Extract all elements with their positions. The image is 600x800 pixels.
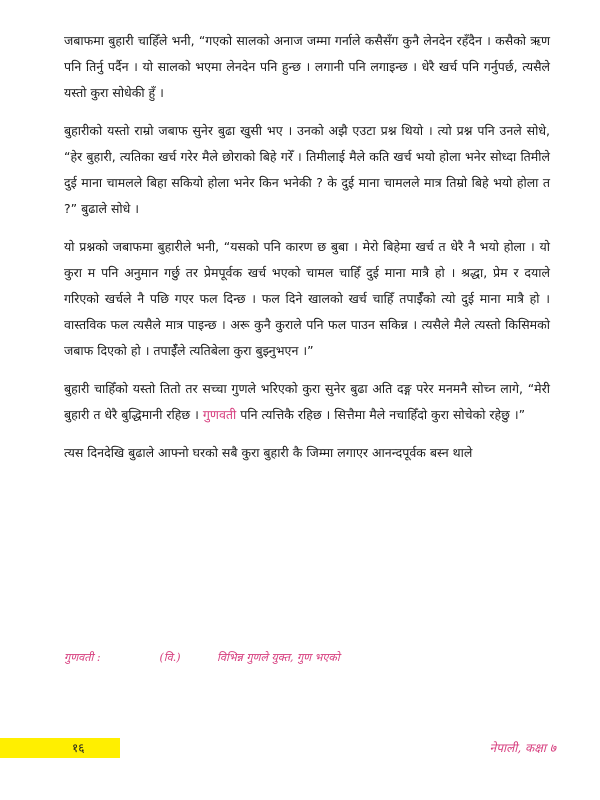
glossary-part-of-speech: (वि.) — [159, 651, 181, 664]
footer-highlight-bar — [0, 738, 120, 758]
glossary-term: गुणवती : — [64, 651, 101, 664]
footer-book-label: नेपाली, कक्षा ७ — [489, 741, 556, 755]
paragraph-3: यो प्रश्नको जबाफमा बुहारीले भनी, “यसको पनि कारण छ बुबा । मेरो बिहेमा खर्च त धेरै नै भयो होला । यो कुरा म पनि अनुमान गर्छु तर प्रेमपूर्वक खर्च भएको चामल चाहिँ दुई माना मात्रै हो । श्रद्धा, प्रेम र दयाले गरिएको खर्चले नै पछि गएर फल दिन्छ । फल दिने खालको खर्च चाहिँ तपाईँको त्यो दुई माना मात्रै हो । वास्तविक फल त्यसैले मात्र पाइन्छ । अरू कुनै कुराले पनि फल पाउन सकिन्न । त्यसैले मैले त्यस्तो किसिमको जबाफ दिएको हो । तपाईँले त्यतिबेला कुरा बुझ्नुभएन ।” — [64, 239, 550, 358]
paragraph-4-text-before: बुहारी चाहिँको यस्तो तितो तर सच्चा गुणले भरिएको कुरा सुनेर बुढा अति दङ्ग परेर मनमनै सोच्न लागे, “मेरी बुहारी त धेरै बुद्धिमानी रहिछ । — [64, 381, 550, 422]
paragraph-1: जबाफमा बुहारी चाहिँले भनी, “गएको सालको अनाज जम्मा गर्नाले कसैसँग कुनै लेनदेन रहँदैन । कसैको ऋण पनि तिर्नु पर्दैन । यो सालको भएमा लेनदेन पनि हुन्छ । लगानी पनि लगाइन्छ । धेरै खर्च पनि गर्नुपर्छ, त्यसैले यस्तो कुरा सोधेकी हुँ । — [64, 33, 550, 100]
main-text — [64, 28, 550, 478]
paragraph-4 — [64, 376, 550, 428]
glossary-definition: विभिन्न गुणले युक्त, गुण भएको — [217, 651, 340, 664]
highlighted-word: गुणवती — [202, 407, 237, 422]
paragraph-5: त्यस दिनदेखि बुढाले आफ्नो घरको सबै कुरा बुहारी कै जिम्मा लगाएर आनन्दपूर्वक बस्न थाले — [64, 445, 473, 460]
paragraph-2: बुहारीको यस्तो राम्रो जबाफ सुनेर बुढा खुसी भए । उनको अझै एउटा प्रश्न थियो । त्यो प्रश्न पनि उनले सोधे, “हेर बुहारी, त्यतिका खर्च गरेर मैले छोराको बिहे गरेँ । तिमीलाई मैले कति खर्च भयो होला भनेर सोध्दा तिमीले दुई माना चामलले बिहा सकियो होला भनेर किन भनेकी ? के दुई माना चामलले मात्र तिम्रो बिहे भयो होला त ?” बुढाले सोधे । — [64, 123, 550, 216]
page-number: १६ — [72, 741, 85, 755]
paragraph-4-text-after: पनि त्यत्तिकै रहिछ । सित्तैमा मैले नचाहिँदो कुरा सोचेको रहेछु ।” — [240, 407, 526, 422]
glossary-entry — [64, 648, 550, 668]
